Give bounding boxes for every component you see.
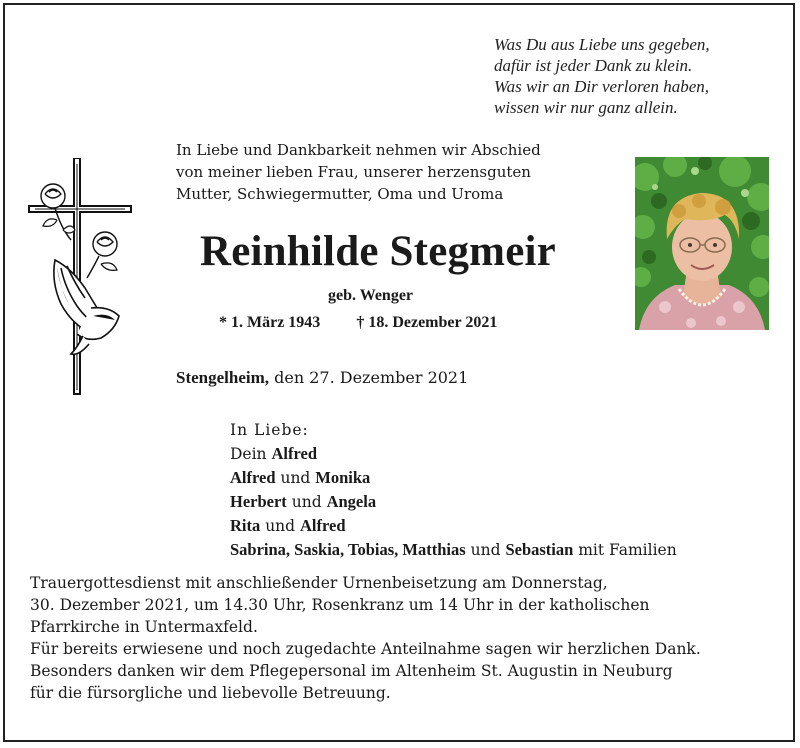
mourners-list — [230, 419, 677, 562]
mourners-line — [230, 442, 677, 466]
death-date: † 18. Dezember 2021 — [356, 314, 498, 331]
mourners-line — [230, 490, 677, 514]
intro-line: In Liebe und Dankbarkeit nehmen wir Abschied — [176, 141, 541, 159]
motto-poem — [494, 34, 710, 118]
mourner-text: und — [280, 469, 311, 487]
mourners-line — [230, 538, 677, 562]
birth-date: * 1. März 1943 — [219, 314, 321, 331]
service-notice — [30, 572, 701, 704]
place-date: den 27. Dezember 2021 — [274, 368, 469, 387]
mourner-name: Alfred — [230, 468, 276, 487]
place-and-date — [176, 368, 468, 388]
mourner-name: Alfred — [271, 444, 318, 463]
portrait-photo — [635, 157, 769, 330]
mourners-line — [230, 466, 677, 490]
notice-line: Trauergottesdienst mit anschließender Urnenbeisetzung am Donnerstag, — [30, 574, 608, 592]
notice-line: für die fürsorgliche und liebevolle Betreuung. — [30, 684, 391, 702]
mourners-line — [230, 514, 677, 538]
motto-line: dafür ist jeder Dank zu klein. — [494, 56, 693, 75]
mourner-name: Monika — [315, 468, 371, 487]
deceased-name: Reinhilde Stegmeir — [200, 228, 556, 275]
mourner-name: Sabrina, Saskia, Tobias, Matthias — [230, 540, 466, 559]
mourner-text: und — [291, 493, 322, 511]
maiden-name: geb. Wenger — [328, 287, 414, 304]
motto-line: Was Du aus Liebe uns gegeben, — [494, 35, 710, 54]
mourner-name: Herbert — [230, 492, 287, 511]
mourner-name: Sebastian — [505, 540, 574, 559]
mourners-heading: In Liebe: — [230, 421, 309, 439]
mourner-text: Dein — [230, 445, 267, 463]
motto-line: wissen wir nur ganz allein. — [494, 98, 678, 117]
mourner-text: und — [470, 541, 501, 559]
notice-line: 30. Dezember 2021, um 14.30 Uhr, Rosenkranz um 14 Uhr in der katholischen — [30, 596, 650, 614]
intro-line: von meiner lieben Frau, unserer herzensguten — [176, 163, 531, 181]
place-town: Stengelheim, — [176, 368, 270, 387]
notice-line: Pfarrkirche in Untermaxfeld. — [30, 618, 258, 636]
cross-with-roses-icon — [27, 158, 137, 398]
mourner-name: Alfred — [300, 516, 346, 535]
mourner-text: mit Familien — [578, 541, 677, 559]
mourner-name: Angela — [326, 492, 377, 511]
intro-line: Mutter, Schwiegermutter, Oma und Uroma — [176, 185, 504, 203]
motto-line: Was wir an Dir verloren haben, — [494, 77, 710, 96]
notice-line: Für bereits erwiesene und noch zugedachte Anteilnahme sagen wir herzlichen Dank. — [30, 640, 701, 658]
mourner-name: Rita — [230, 516, 261, 535]
intro-text — [176, 139, 541, 205]
mourner-text: und — [265, 517, 296, 535]
notice-line: Besonders danken wir dem Pflegepersonal im Altenheim St. Augustin in Neuburg — [30, 662, 673, 680]
life-dates — [219, 314, 497, 332]
